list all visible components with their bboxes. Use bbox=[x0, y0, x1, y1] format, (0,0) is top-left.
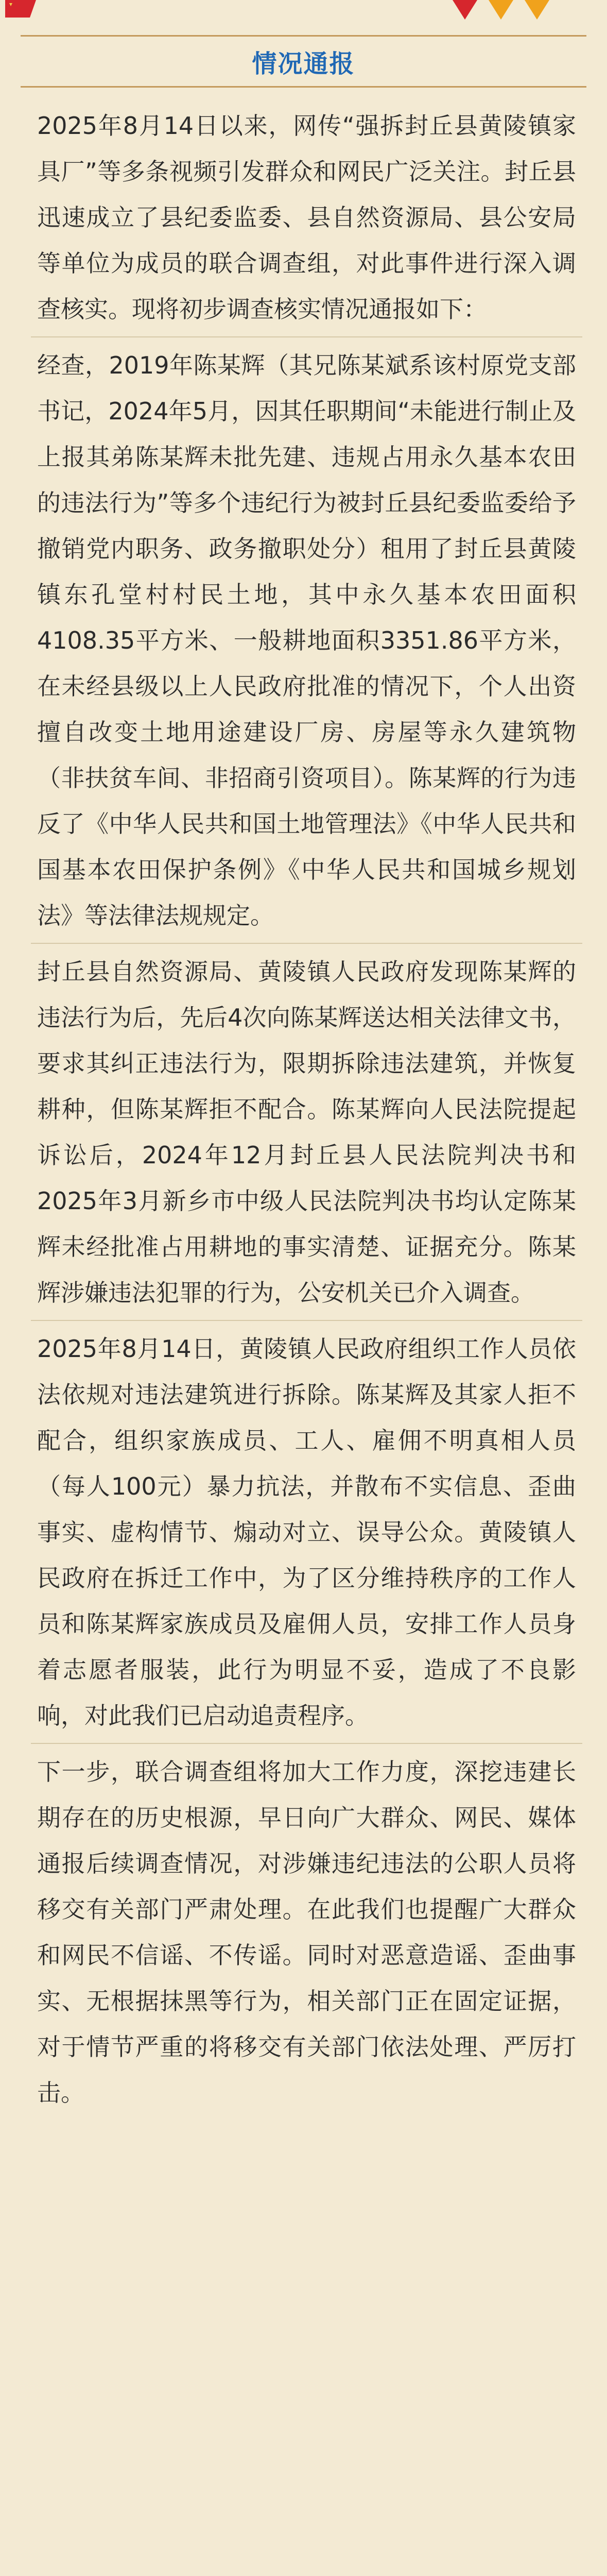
triangle-decoration bbox=[442, 0, 576, 31]
page-title: 情况通报 bbox=[252, 49, 355, 78]
notice-body bbox=[37, 103, 576, 2116]
paragraph-findings: 经查，2019年陈某辉（其兄陈某斌系该村原党支部书记，2024年5月，因其任职期间“未能进行制止及上报其弟陈某辉未批先建、违规占用永久基本农田的违法行为”等多个违纪行为被封丘县纪委监委给予撤销党内职务、政务撤职处分）租用了封丘县黄陵镇东孔堂村村民土地，其中永久基本农田面积4108.35平方米、一般耕地面积3351.86平方米，在未经县级以上人民政府批准的情况下，个人出资擅自改变土地用途建设厂房、房屋等永久建筑物（非扶贫车间、非招商引资项目）。陈某辉的行为违反了《中华人民共和国土地管理法》《中华人民共和国基本农田保护条例》《中华人民共和国城乡规划法》等法律法规规定。 bbox=[37, 351, 576, 929]
title-bar bbox=[21, 35, 586, 88]
divider bbox=[31, 1320, 582, 1321]
paragraph-next-steps: 下一步，联合调查组将加大工作力度，深挖违建长期存在的历史根源，早日向广大群众、网民、媒体通报后续调查情况，对涉嫌违纪违法的公职人员将移交有关部门严肃处理。在此我们也提醒广大群众和网民不信谣、不传谣。同时对恶意造谣、歪曲事实、无根据抹黑等行为，相关部门正在固定证据，对于情节严重的将移交有关部门依法处理、严厉打击。 bbox=[37, 1758, 576, 2107]
divider bbox=[31, 336, 582, 337]
paragraph-demolition: 2025年8月14日，黄陵镇人民政府组织工作人员依法依规对违法建筑进行拆除。陈某辉及其家人拒不配合，组织家族成员、工人、雇佣不明真相人员（每人100元）暴力抗法，并散布不实信息、歪曲事实、虚构情节、煽动对立、误导公众。黄陵镇人民政府在拆迁工作中，为了区分维持秩序的工作人员和陈某辉家族成员及雇佣人员，安排工作人员身着志愿者服装，此行为明显不妥，造成了不良影响，对此我们已启动追责程序。 bbox=[37, 1335, 576, 1730]
red-flag-decoration bbox=[0, 0, 62, 31]
divider bbox=[31, 1743, 582, 1744]
paragraph-intro: 2025年8月14日以来，网传“强拆封丘县黄陵镇家具厂”等多条视频引发群众和网民广泛关注。封丘县迅速成立了县纪委监委、县自然资源局、县公安局等单位为成员的联合调查组，对此事件进行深入调查核实。现将初步调查核实情况通报如下： bbox=[37, 112, 576, 323]
paragraph-enforcement: 封丘县自然资源局、黄陵镇人民政府发现陈某辉的违法行为后，先后4次向陈某辉送达相关法律文书，要求其纠正违法行为，限期拆除违法建筑，并恢复耕种，但陈某辉拒不配合。陈某辉向人民法院提起诉讼后，2024年12月封丘县人民法院判决书和2025年3月新乡市中级人民法院判决书均认定陈某辉未经批准占用耕地的事实清楚、证据充分。陈某辉涉嫌违法犯罪的行为，公安机关已介入调查。 bbox=[37, 958, 576, 1307]
divider bbox=[31, 943, 582, 944]
